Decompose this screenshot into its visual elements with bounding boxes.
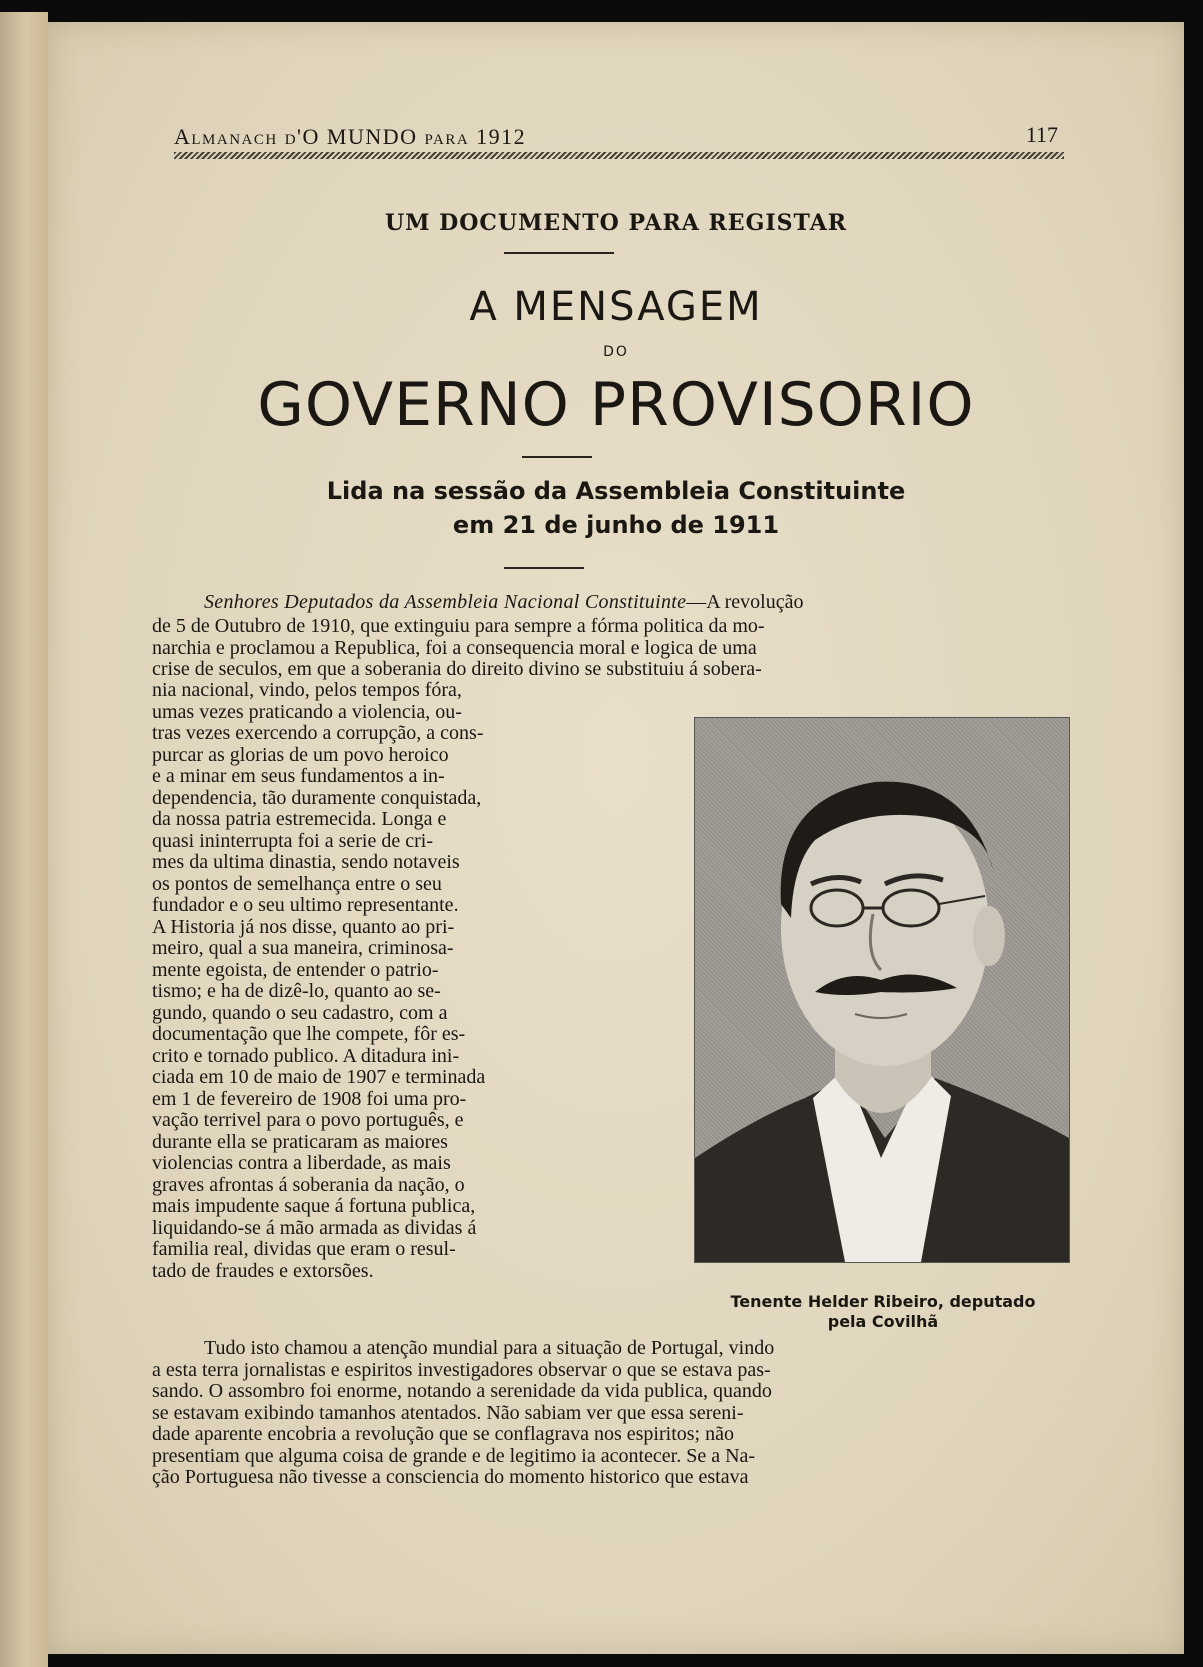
divider-rule xyxy=(504,252,614,254)
body-line: Tudo isto chamou a atenção mundial para a situação de Portugal, vindo xyxy=(204,1337,775,1359)
portrait-illustration xyxy=(695,718,1069,1262)
body-line: vação terrivel para o povo português, e xyxy=(152,1109,464,1131)
body-line: liquidando-se á mão armada as dividas á xyxy=(152,1216,477,1239)
body-line: A Historia já nos disse, quanto ao pri- xyxy=(152,915,455,938)
body-line: meiro, qual a sua maneira, criminosa- xyxy=(152,937,454,959)
divider-rule xyxy=(504,567,584,569)
body-line: crito e tornado publico. A ditadura ini- xyxy=(152,1044,460,1067)
caption-line: pela Covilhã xyxy=(827,1312,939,1331)
body-line: narchia e proclamou a Republica, foi a consequencia moral e logica de uma xyxy=(152,636,757,659)
body-line: umas vezes praticando a violencia, ou- xyxy=(152,700,462,723)
body-column xyxy=(152,680,672,1282)
subtitle-line: Lida na sessão da Assembleia Constituinte xyxy=(326,477,906,505)
body-line: mente egoista, de entender o patrio- xyxy=(152,958,439,981)
ornamental-rule xyxy=(174,152,1064,159)
body-line: e a minar em seus fundamentos a in- xyxy=(152,765,445,787)
article-title-line2: GOVERNO PROVISORIO xyxy=(257,370,975,440)
body-line: quasi ininterrupta foi a serie de cri- xyxy=(152,829,433,852)
book-page xyxy=(48,22,1184,1654)
body-line: tras vezes exercendo a corrupção, a cons- xyxy=(152,722,484,744)
body-line: tado de fraudes e extorsões. xyxy=(152,1259,374,1282)
body-line: familia real, dividas que eram o resul- xyxy=(152,1238,456,1260)
article-subtitle xyxy=(48,474,1184,542)
body-line: os pontos de semelhança entre o seu xyxy=(152,872,442,895)
divider-rule xyxy=(522,456,592,458)
article-kicker: UM DOCUMENTO PARA REGISTAR xyxy=(384,210,848,236)
portrait-photo xyxy=(694,717,1070,1263)
body-paragraph-closing xyxy=(152,1338,1068,1489)
body-line: nia nacional, vindo, pelos tempos fóra, xyxy=(152,679,462,701)
body-line: purcar as glorias de um povo heroico xyxy=(152,743,449,766)
body-line xyxy=(204,592,803,614)
body-line: mes da ultima dinastia, sendo notaveis xyxy=(152,851,460,873)
body-line: durante ella se praticaram as maiores xyxy=(152,1130,448,1153)
body-line: ção Portuguesa não tivesse a consciencia do momento historico que estava xyxy=(152,1466,749,1488)
salutation: Senhores Deputados da Assembleia Nacional Constituinte xyxy=(204,591,687,613)
article-title-line1: A MENSAGEM xyxy=(469,284,763,330)
body-line: presentiam que alguma coisa de grande e de legitimo ia acontecer. Se a Na- xyxy=(152,1444,756,1467)
body-line: sando. O assombro foi enorme, notando a serenidade da vida publica, quando xyxy=(152,1380,772,1402)
body-line: violencias contra a liberdade, as mais xyxy=(152,1152,451,1174)
body-line: a esta terra jornalistas e espiritos investigadores observar o que se estava pas- xyxy=(152,1358,771,1381)
body-line: se estavam exibindo tamanhos atentados. Não sabiam ver que essa sereni- xyxy=(152,1401,744,1424)
body-line: dependencia, tão duramente conquistada, xyxy=(152,786,482,809)
page-number: 117 xyxy=(1025,122,1058,147)
body-line: documentação que lhe compete, fôr es- xyxy=(152,1023,466,1045)
running-header xyxy=(174,110,1064,154)
body-line: ciada em 10 de maio de 1907 e terminada xyxy=(152,1066,486,1088)
body-line: de 5 de Outubro de 1910, que extinguiu para sempre a fórma politica da mo- xyxy=(152,615,765,637)
article-title-connector: DO xyxy=(603,344,629,360)
subtitle-line: em 21 de junho de 1911 xyxy=(452,511,780,539)
body-line: em 1 de fevereiro de 1908 foi uma pro- xyxy=(152,1087,467,1110)
body-line-tail: —A revolução xyxy=(686,591,804,613)
body-line: graves afrontas á soberania da nação, o xyxy=(152,1173,465,1196)
body-line: dade aparente encobria a revolução que se conflagrava nos espiritos; não xyxy=(152,1423,734,1445)
publication-title: Almanach d'O MUNDO para 1912 xyxy=(174,124,527,149)
photo-caption xyxy=(698,1292,1068,1332)
body-line: crise de seculos, em que a soberania do direito divino se substituiu á sobera- xyxy=(152,658,762,680)
body-line: tismo; e ha de dizê-lo, quanto ao se- xyxy=(152,980,441,1002)
body-line: gundo, quando o seu cadastro, com a xyxy=(152,1001,448,1024)
caption-line: Tenente Helder Ribeiro, deputado xyxy=(730,1292,1036,1311)
book-spine xyxy=(0,12,48,1667)
body-line: da nossa patria estremecida. Longa e xyxy=(152,808,447,830)
body-line: fundador e o seu ultimo representante. xyxy=(152,894,459,916)
body-paragraph-full xyxy=(152,616,1068,681)
body-line: mais impudente saque á fortuna publica, xyxy=(152,1195,476,1217)
